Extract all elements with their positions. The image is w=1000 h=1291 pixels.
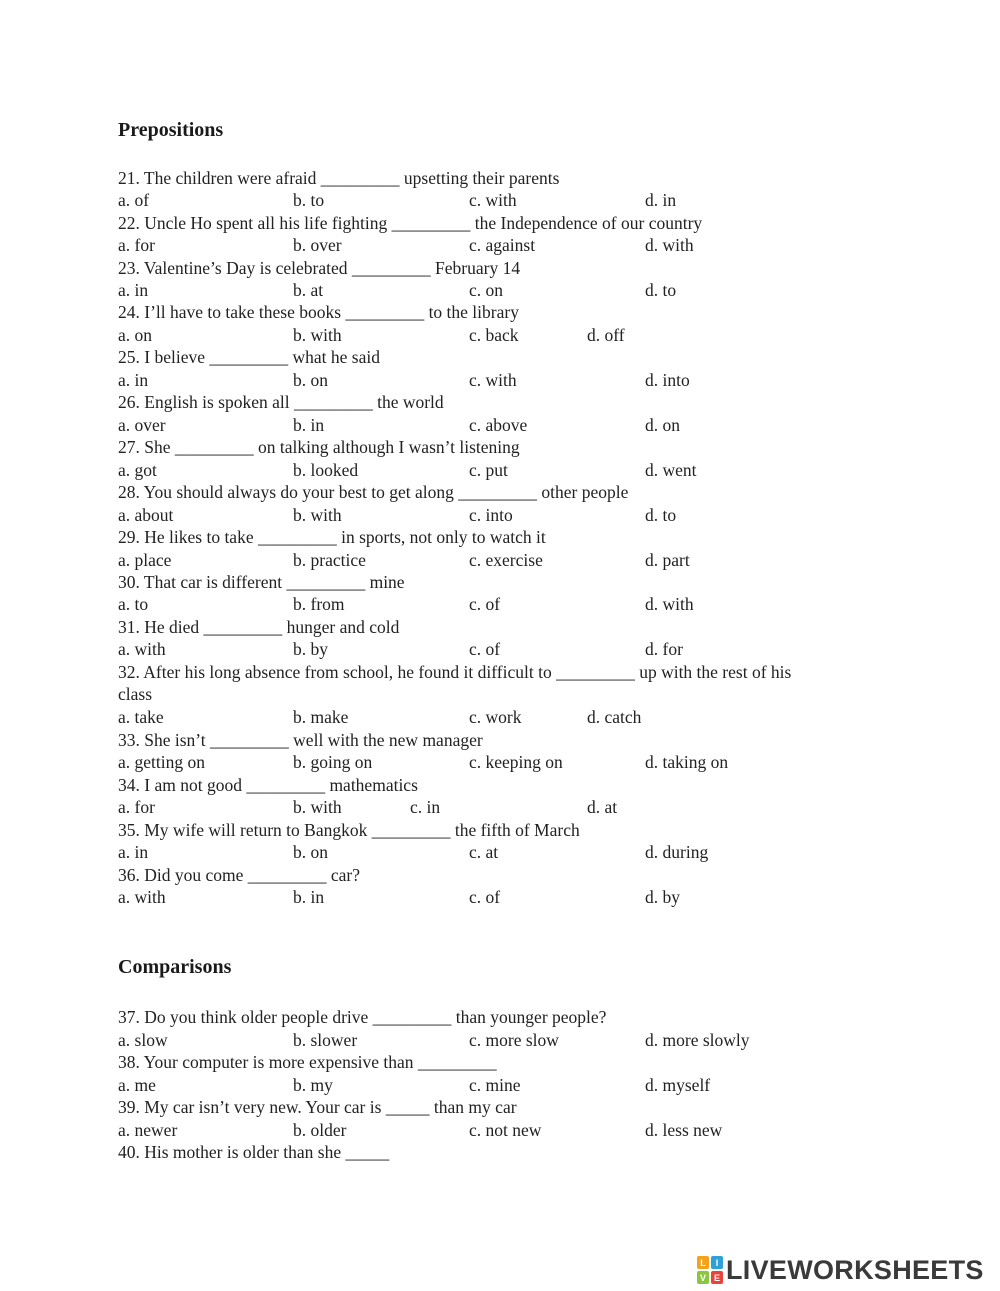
liveworksheets-logo <box>697 1255 984 1285</box>
option-b: b. my <box>293 1075 333 1095</box>
option-a: a. getting on <box>118 752 205 772</box>
option-b: b. over <box>293 235 342 255</box>
question-38: 38. Your computer is more expensive than _________ <box>118 1052 497 1072</box>
option-b: b. looked <box>293 460 359 480</box>
option-b: b. by <box>293 639 328 659</box>
option-b: b. in <box>293 415 325 435</box>
option-a: a. take <box>118 707 164 727</box>
question-30: 30. That car is different _________ mine <box>118 572 405 592</box>
option-c: c. against <box>469 235 536 255</box>
option-a: a. in <box>118 370 149 390</box>
question-23: 23. Valentine’s Day is celebrated _________ February 14 <box>118 258 521 278</box>
option-a: a. with <box>118 639 166 659</box>
question-39: 39. My car isn’t very new. Your car is _____ than my car <box>118 1097 517 1117</box>
option-c: c. back <box>469 325 519 345</box>
question-33: 33. She isn’t _________ well with the new manager <box>118 730 483 750</box>
options-27 <box>118 459 898 481</box>
section-title-comparisons: Comparisons <box>118 956 232 978</box>
option-c: c. keeping on <box>469 752 563 772</box>
options-22 <box>118 234 898 256</box>
option-a: a. slow <box>118 1030 168 1050</box>
option-d: d. for <box>645 639 683 659</box>
options-26 <box>118 414 898 436</box>
option-a: a. in <box>118 280 149 300</box>
options-34 <box>118 796 898 818</box>
option-b: b. at <box>293 280 324 300</box>
option-d: d. with <box>645 594 694 614</box>
question-40: 40. His mother is older than she _____ <box>118 1142 390 1162</box>
section-title-prepositions: Prepositions <box>118 119 224 141</box>
option-d: d. more slowly <box>645 1030 750 1050</box>
option-d: d. during <box>645 842 709 862</box>
option-b: b. older <box>293 1120 347 1140</box>
option-b: b. with <box>293 325 342 345</box>
option-a: a. for <box>118 235 155 255</box>
option-d: d. in <box>645 190 677 210</box>
option-b: b. from <box>293 594 345 614</box>
question-26: 26. English is spoken all _________ the world <box>118 392 444 412</box>
option-d: d. myself <box>645 1075 711 1095</box>
options-31 <box>118 638 898 660</box>
option-c: c. put <box>469 460 508 480</box>
question-21: 21. The children were afraid _________ upsetting their parents <box>118 168 560 188</box>
option-c: c. exercise <box>469 550 543 570</box>
option-d: d. on <box>645 415 680 435</box>
option-a: a. in <box>118 842 149 862</box>
options-28 <box>118 504 898 526</box>
option-b: b. to <box>293 190 325 210</box>
option-d: d. went <box>645 460 697 480</box>
options-35 <box>118 841 898 863</box>
option-b: b. practice <box>293 550 366 570</box>
option-c: c. with <box>469 190 517 210</box>
question-34: 34. I am not good _________ mathematics <box>118 775 418 795</box>
svg-text:L: L <box>700 1258 706 1268</box>
options-38 <box>118 1074 898 1096</box>
options-29 <box>118 549 898 571</box>
option-c: c. of <box>469 887 501 907</box>
options-23 <box>118 279 898 301</box>
option-c: c. of <box>469 594 501 614</box>
option-b: b. going on <box>293 752 373 772</box>
question-37: 37. Do you think older people drive _________ than younger people? <box>118 1007 607 1027</box>
option-c: c. into <box>469 505 513 525</box>
option-a: a. on <box>118 325 153 345</box>
options-33 <box>118 751 898 773</box>
option-d: d. part <box>645 550 690 570</box>
svg-text:I: I <box>715 1258 719 1268</box>
option-a: a. of <box>118 190 150 210</box>
liveworksheets-logo-text: LIVEWORKSHEETS <box>726 1255 984 1285</box>
question-32-continued: class <box>118 684 153 704</box>
option-c: c. not new <box>469 1120 542 1140</box>
question-36: 36. Did you come _________ car? <box>118 865 361 885</box>
svg-text:V: V <box>699 1273 707 1283</box>
options-37 <box>118 1029 898 1051</box>
option-d: d. catch <box>587 707 642 727</box>
question-32: 32. After his long absence from school, he found it difficult to _________ up with the rest of his <box>118 662 792 682</box>
option-b: b. with <box>293 505 342 525</box>
option-d: d. to <box>645 505 677 525</box>
option-a: a. got <box>118 460 157 480</box>
question-27: 27. She _________ on talking although I wasn’t listening <box>118 437 520 457</box>
option-c: c. mine <box>469 1075 521 1095</box>
option-c: c. with <box>469 370 517 390</box>
options-25 <box>118 369 898 391</box>
option-c: c. work <box>469 707 522 727</box>
option-c: c. above <box>469 415 528 435</box>
option-c: c. at <box>469 842 499 862</box>
option-d: d. to <box>645 280 677 300</box>
option-d: d. by <box>645 887 680 907</box>
option-d: d. less new <box>645 1120 723 1140</box>
svg-text:E: E <box>713 1273 721 1283</box>
option-b: b. on <box>293 842 328 862</box>
option-a: a. for <box>118 797 155 817</box>
option-b: b. on <box>293 370 328 390</box>
option-d: d. with <box>645 235 694 255</box>
option-d: d. at <box>587 797 618 817</box>
options-24 <box>118 324 898 346</box>
option-b: b. with <box>293 797 342 817</box>
options-32 <box>118 706 898 728</box>
option-a: a. with <box>118 887 166 907</box>
option-a: a. me <box>118 1075 156 1095</box>
option-d: d. into <box>645 370 690 390</box>
question-28: 28. You should always do your best to get along _________ other people <box>118 482 629 502</box>
option-c: c. more slow <box>469 1030 559 1050</box>
question-31: 31. He died _________ hunger and cold <box>118 617 400 637</box>
options-39 <box>118 1119 898 1141</box>
option-b: b. slower <box>293 1030 358 1050</box>
options-30 <box>118 593 898 615</box>
option-d: d. taking on <box>645 752 729 772</box>
question-24: 24. I’ll have to take these books _________ to the library <box>118 302 519 322</box>
option-a: a. about <box>118 505 174 525</box>
liveworksheets-logo-icon <box>697 1256 723 1284</box>
option-c: c. of <box>469 639 501 659</box>
options-36 <box>118 886 898 908</box>
option-c: c. in <box>410 797 441 817</box>
option-a: a. newer <box>118 1120 178 1140</box>
option-c: c. on <box>469 280 504 300</box>
option-a: a. over <box>118 415 166 435</box>
option-d: d. off <box>587 325 625 345</box>
option-a: a. to <box>118 594 149 614</box>
question-29: 29. He likes to take _________ in sports, not only to watch it <box>118 527 546 547</box>
question-22: 22. Uncle Ho spent all his life fighting _________ the Independence of our country <box>118 213 703 233</box>
question-35: 35. My wife will return to Bangkok _________ the fifth of March <box>118 820 580 840</box>
option-a: a. place <box>118 550 172 570</box>
question-25: 25. I believe _________ what he said <box>118 347 380 367</box>
option-b: b. make <box>293 707 349 727</box>
option-b: b. in <box>293 887 325 907</box>
options-21 <box>118 189 898 211</box>
